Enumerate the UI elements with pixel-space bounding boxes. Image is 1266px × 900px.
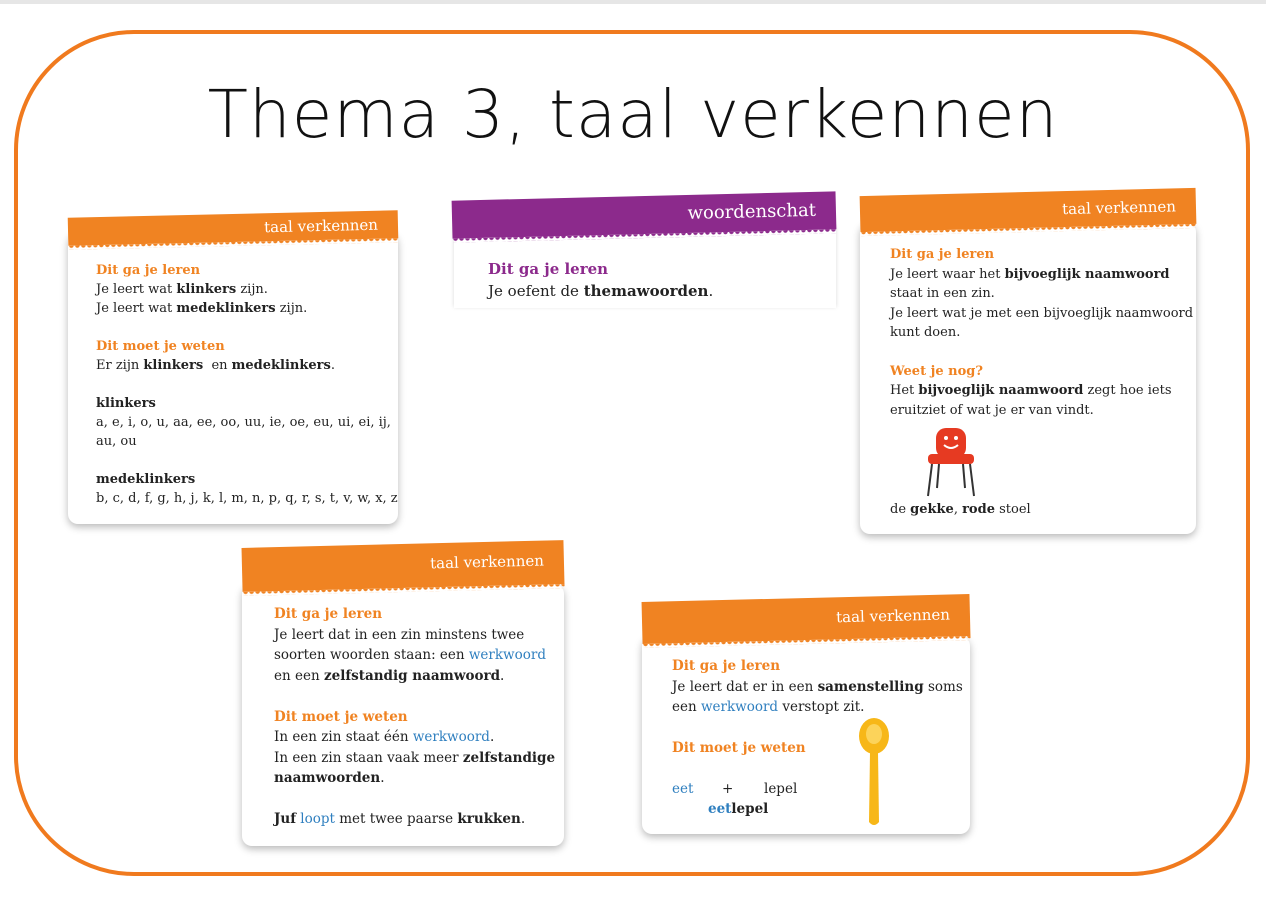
red-chair-icon xyxy=(922,424,980,498)
heading-remember: Weet je nog? xyxy=(890,363,983,379)
text: Je leert wat xyxy=(96,301,177,316)
keyword: naamwoorden xyxy=(274,770,381,786)
card-woordenschat xyxy=(454,199,836,308)
text: In een zin staat één xyxy=(274,729,413,745)
card-banner: taal verkennen xyxy=(860,188,1197,232)
keyword: rode xyxy=(962,502,995,517)
keyword: klinkers xyxy=(176,282,237,297)
klinkers-list: a, e, i, o, u, aa, ee, oo, uu, ie, oe, eu, ui, ei, ij, xyxy=(96,415,391,430)
keyword-verb: eet xyxy=(708,801,732,817)
text: zijn. xyxy=(236,282,268,297)
heading-learn: Dit ga je leren xyxy=(890,247,995,262)
text: met twee paarse xyxy=(334,811,458,827)
text: soms xyxy=(923,678,963,695)
keyword: lepel xyxy=(731,801,769,817)
keyword: zelfstandig naamwoord xyxy=(323,667,501,684)
keyword-verb: werkwoord xyxy=(412,729,490,745)
text: een xyxy=(672,699,701,715)
text: zijn. xyxy=(275,301,308,316)
card-banner: taal verkennen xyxy=(642,594,971,644)
text: stoel xyxy=(994,502,1031,517)
card-banner: woordenschat xyxy=(452,191,837,238)
text: de xyxy=(890,502,911,517)
text: Je oefent de xyxy=(488,282,584,300)
compound-word xyxy=(708,800,768,819)
keyword: samenstelling xyxy=(817,678,924,695)
top-divider xyxy=(0,0,1266,4)
text: Het xyxy=(890,383,919,398)
heading-know: Dit moet je weten xyxy=(96,339,225,354)
text: . xyxy=(330,358,335,373)
text: Je leert wat xyxy=(96,282,177,297)
spoon-icon xyxy=(856,718,892,828)
heading-know: Dit moet je weten xyxy=(672,740,806,756)
card-samenstelling xyxy=(642,605,970,834)
text: soorten woorden staan: een xyxy=(274,647,469,663)
keyword: medeklinkers xyxy=(176,301,276,316)
card-body xyxy=(274,604,564,830)
text: Je leert wat je met een bijvoeglijk naamwoord xyxy=(890,305,1194,321)
heading-klinkers: klinkers xyxy=(96,396,156,411)
text: kunt doen. xyxy=(890,325,961,340)
text: Er zijn xyxy=(96,358,144,373)
card-banner: taal verkennen xyxy=(68,210,399,245)
text: . xyxy=(380,770,385,786)
heading-learn: Dit ga je leren xyxy=(488,260,609,278)
card-body xyxy=(488,258,828,302)
keyword-verb: werkwoord xyxy=(700,699,779,715)
text: . xyxy=(500,667,505,684)
medeklinkers-list: b, c, d, f, g, h, j, k, l, m, n, p, q, r, s, t, v, w, x, z xyxy=(96,491,398,506)
card-body xyxy=(96,261,396,508)
keyword: klinkers xyxy=(143,358,204,373)
keyword: Juf xyxy=(274,811,297,827)
keyword: krukken xyxy=(457,811,521,827)
heading-know: Dit moet je weten xyxy=(274,708,408,725)
text: verstopt zit. xyxy=(778,699,865,715)
card-bijvoeglijk-naamwoord xyxy=(860,197,1196,534)
text: In een zin staan vaak meer xyxy=(274,749,463,766)
card-klinkers xyxy=(68,215,398,524)
text: . xyxy=(708,282,714,300)
heading-medeklinkers: medeklinkers xyxy=(96,472,196,487)
text: . xyxy=(489,729,495,745)
text: zegt hoe iets xyxy=(1083,383,1172,398)
keyword-verb: loopt xyxy=(296,811,335,827)
heading-learn: Dit ga je leren xyxy=(672,658,781,674)
card-body xyxy=(890,245,1194,420)
text: eruitziet of wat je er van vindt. xyxy=(890,402,1094,418)
heading-learn: Dit ga je leren xyxy=(96,263,201,278)
heading-learn: Dit ga je leren xyxy=(274,606,383,622)
keyword: themawoorden xyxy=(583,282,709,300)
keyword: medeklinkers xyxy=(231,358,331,373)
keyword: gekke xyxy=(910,502,954,517)
word-eet: eet xyxy=(672,781,694,797)
text: Je leert dat in een zin minstens twee xyxy=(274,626,525,643)
page-title: Thema 3, taal verkennen xyxy=(207,76,1059,153)
text: . xyxy=(520,811,526,827)
card-werkwoord-zelfstandig xyxy=(242,551,564,846)
text: en een xyxy=(274,667,324,684)
text: en xyxy=(203,358,232,373)
keyword: bijvoeglijk naamwoord xyxy=(1004,266,1170,282)
keyword: bijvoeglijk naamwoord xyxy=(918,383,1084,398)
klinkers-list-2: au, ou xyxy=(96,434,137,449)
caption xyxy=(890,500,1031,519)
card-body xyxy=(672,656,962,759)
text: Je leert waar het xyxy=(890,266,1005,282)
keyword-verb: werkwoord xyxy=(468,647,546,663)
text: staat in een zin. xyxy=(890,286,995,301)
plus-sign: + xyxy=(722,781,734,797)
card-banner: taal verkennen xyxy=(242,540,565,592)
text: Je leert dat er in een xyxy=(672,678,818,695)
keyword: zelfstandige xyxy=(462,749,556,766)
text: , xyxy=(953,502,963,517)
word-lepel: lepel xyxy=(764,781,798,797)
